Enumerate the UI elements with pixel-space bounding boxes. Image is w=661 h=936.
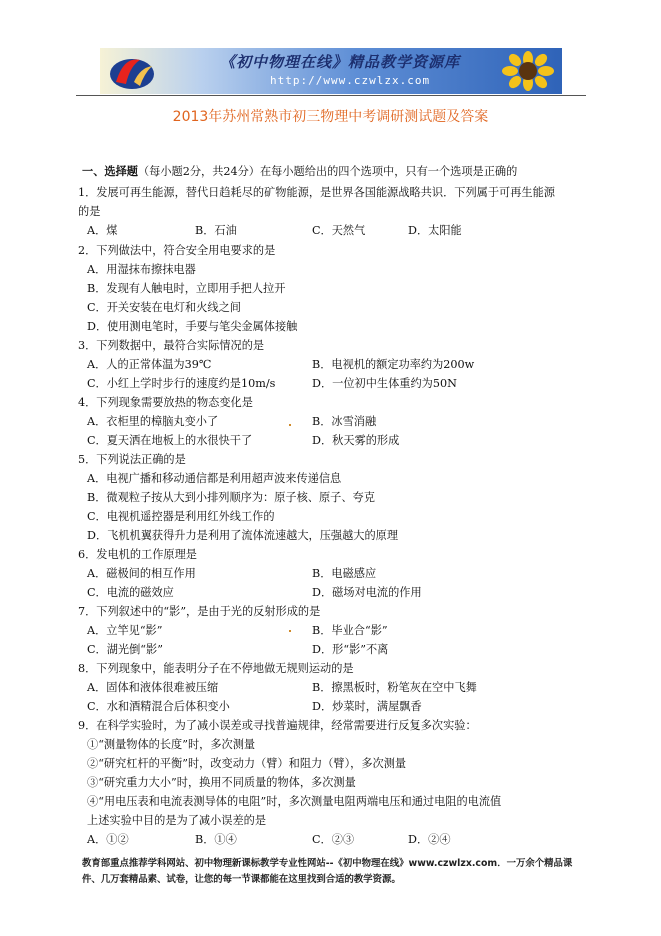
banner-title: 《初中物理在线》精品教学资源库	[220, 53, 461, 71]
question-stem: 6．发电机的工作原理是	[78, 548, 197, 561]
question-item: ③“研究重力大小”时，换用不同质量的物体，多次测量	[87, 776, 356, 789]
question-stem: 7．下列叙述中的“影”，是由于光的反射形成的是	[78, 605, 321, 618]
option: C．小红上学时步行的速度约是10m/s	[87, 377, 276, 390]
section-note: （每小题2分，共24分）在每小题给出的四个选项中，只有一个选项是正确的	[137, 165, 518, 178]
question-item: ①“测量物体的长度”时，多次测量	[87, 738, 256, 751]
option: D．②④	[408, 833, 451, 846]
option: C．电流的磁效应	[87, 586, 174, 599]
option: B．毕业合“影”	[312, 624, 388, 637]
question-stem: 5．下列说法正确的是	[78, 453, 186, 466]
option: D．飞机机翼获得升力是利用了流体流速越大，压强越大的原理	[87, 529, 399, 542]
option: B．石油	[195, 224, 237, 237]
option: B．擦黑板时，粉笔灰在空中飞舞	[312, 681, 477, 694]
option: B．微观粒子按从大到小排列顺序为：原子核、原子、夸克	[87, 491, 375, 504]
page-footer	[82, 856, 592, 888]
question-stem: 8．下列现象中，能表明分子在不停地做无规则运动的是	[78, 662, 354, 675]
option: B．电磁感应	[312, 567, 377, 580]
option: C．开关安装在电灯和火线之间	[87, 301, 241, 314]
header-rule	[76, 95, 586, 96]
option: C．夏天洒在地板上的水很快干了	[87, 434, 253, 447]
option: B．①④	[195, 833, 237, 846]
option: B．冰雪消融	[312, 415, 377, 428]
sunflower-image	[498, 51, 558, 91]
question-stem: 9．在科学实验时，为了减小误差或寻找普遍规律，经常需要进行反复多次实验：	[78, 719, 477, 732]
option: A．固体和液体很难被压缩	[87, 681, 219, 694]
question-stem: 2．下列做法中，符合安全用电要求的是	[78, 244, 276, 257]
option: A．人的正常体温为39℃	[87, 358, 212, 371]
section-heading: 一、选择题	[82, 164, 138, 178]
option: D．形“影”不离	[312, 643, 389, 656]
stray-mark	[289, 424, 291, 426]
site-logo	[106, 52, 162, 92]
option: B．发现有人触电时，立即用手把人拉开	[87, 282, 286, 295]
option: A．电视广播和移动通信都是利用超声波来传递信息	[87, 472, 342, 485]
footer-line: 教育部重点推荐学科网站、初中物理新课标教学专业性网站--《初中物理在线》www.czwlzx.com．一万余个精品课	[82, 858, 573, 869]
question-stem: 1．发展可再生能源，替代日趋耗尽的矿物能源，是世界各国能源战略共识．下列属于可再生能源	[78, 186, 555, 199]
option: C．湖光倒“影”	[87, 643, 163, 656]
option: D．太阳能	[408, 224, 462, 237]
option: C．②③	[312, 833, 355, 846]
section-heading-line	[82, 163, 517, 179]
option: C．水和酒精混合后体积变小	[87, 700, 230, 713]
footer-line: 件、几万套精品素、试卷，让您的每一节课都能在这里找到合适的教学资源。	[82, 874, 401, 885]
header-banner	[100, 48, 562, 94]
option: A．磁极间的相互作用	[87, 567, 196, 580]
option: A．立竿见“影”	[87, 624, 163, 637]
option: D．炒菜时，满屋飘香	[312, 700, 422, 713]
stray-mark	[289, 630, 291, 632]
banner-url[interactable]: http://www.czwlzx.com	[270, 74, 431, 87]
question-stem: 上述实验中目的是为了减小误差的是	[87, 814, 267, 827]
option: A．用湿抹布擦抹电器	[87, 263, 196, 276]
question-item: ④“用电压表和电流表测导体的电阻”时，多次测量电阻两端电压和通过电阻的电流值	[87, 795, 502, 808]
question-stem: 4．下列现象需要放热的物态变化是	[78, 396, 253, 409]
option: C．天然气	[312, 224, 366, 237]
option: C．电视机遥控器是利用红外线工作的	[87, 510, 275, 523]
option: A．①②	[87, 833, 129, 846]
option: B．电视机的额定功率约为200w	[312, 358, 475, 371]
option: D．磁场对电流的作用	[312, 586, 422, 599]
option: D．一位初中生体重约为50N	[312, 377, 457, 390]
question-item: ②“研究杠杆的平衡”时，改变动力（臂）和阻力（臂），多次测量	[87, 757, 407, 770]
question-stem: 3．下列数据中，最符合实际情况的是	[78, 339, 265, 352]
option: D．使用测电笔时，手要与笔尖金属体接触	[87, 320, 298, 333]
option: A．衣柜里的樟脑丸变小了	[87, 415, 219, 428]
option: A．煤	[87, 224, 118, 237]
question-stem: 的是	[78, 205, 101, 218]
option: D．秋天雾的形成	[312, 434, 400, 447]
document-title: 2013年苏州常熟市初三物理中考调研测试题及答案	[172, 109, 489, 125]
